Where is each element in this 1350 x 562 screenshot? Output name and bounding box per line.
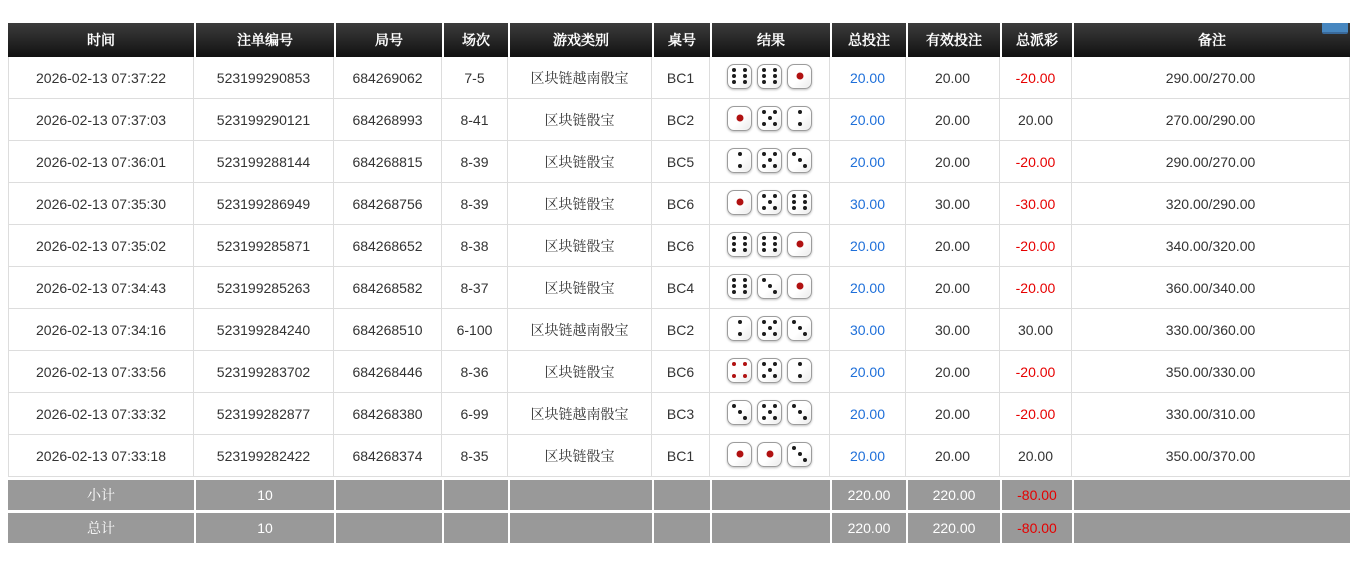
- cell-bet-id: 523199288144: [194, 141, 334, 183]
- cell-session: 8-37: [442, 267, 508, 309]
- die-face-3: [787, 400, 812, 425]
- cell-session: 8-39: [442, 141, 508, 183]
- cell-valid-bet: 20.00: [906, 435, 1000, 477]
- dice-result: [727, 106, 812, 131]
- summary-label: 小计: [8, 477, 194, 510]
- cell-game: 区块链骰宝: [508, 435, 652, 477]
- cell-valid-bet: 20.00: [906, 225, 1000, 267]
- summary-empty: [334, 510, 442, 543]
- column-header: 有效投注: [906, 23, 1000, 57]
- die-face-1: [787, 64, 812, 89]
- cell-time: 2026-02-13 07:33:32: [8, 393, 194, 435]
- table-header: [8, 23, 1350, 57]
- cell-round: 684268815: [334, 141, 442, 183]
- cell-game: 区块链骰宝: [508, 183, 652, 225]
- cell-payout: -20.00: [1000, 225, 1072, 267]
- cell-remark: 340.00/320.00: [1072, 225, 1350, 267]
- summary-empty: [334, 477, 442, 510]
- cell-round: 684268446: [334, 351, 442, 393]
- table-row: [8, 183, 1350, 225]
- cell-table-no: BC6: [652, 351, 710, 393]
- cell-time: 2026-02-13 07:33:18: [8, 435, 194, 477]
- table-row: [8, 393, 1350, 435]
- summary-payout: -80.00: [1000, 510, 1072, 543]
- cell-round: 684268380: [334, 393, 442, 435]
- bet-records-table: [8, 23, 1350, 543]
- cell-remark: 320.00/290.00: [1072, 183, 1350, 225]
- cell-remark: 290.00/270.00: [1072, 141, 1350, 183]
- die-face-3: [787, 442, 812, 467]
- die-face-5: [757, 358, 782, 383]
- table-row: [8, 57, 1350, 99]
- die-face-4: [727, 358, 752, 383]
- cell-time: 2026-02-13 07:34:43: [8, 267, 194, 309]
- cell-table-no: BC2: [652, 99, 710, 141]
- cell-round: 684268756: [334, 183, 442, 225]
- summary-label: 总计: [8, 510, 194, 543]
- cell-dice-result: [710, 267, 830, 309]
- cell-bet-id: 523199282877: [194, 393, 334, 435]
- cell-round: 684269062: [334, 57, 442, 99]
- cell-round: 684268510: [334, 309, 442, 351]
- summary-empty: [710, 510, 830, 543]
- die-face-5: [757, 106, 782, 131]
- die-face-1: [727, 106, 752, 131]
- die-face-6: [787, 190, 812, 215]
- cell-game: 区块链越南骰宝: [508, 57, 652, 99]
- cell-dice-result: [710, 351, 830, 393]
- cell-table-no: BC4: [652, 267, 710, 309]
- table-row: [8, 435, 1350, 477]
- cell-payout: -20.00: [1000, 393, 1072, 435]
- cell-bet-id: 523199290121: [194, 99, 334, 141]
- cell-remark: 350.00/370.00: [1072, 435, 1350, 477]
- cell-remark: 330.00/310.00: [1072, 393, 1350, 435]
- dice-result: [727, 316, 812, 341]
- die-face-2: [727, 316, 752, 341]
- cell-bet-id: 523199285871: [194, 225, 334, 267]
- table-summary: [8, 477, 1350, 543]
- header-row: [8, 23, 1350, 57]
- die-face-6: [727, 232, 752, 257]
- cell-valid-bet: 20.00: [906, 141, 1000, 183]
- summary-empty: [442, 510, 508, 543]
- cell-valid-bet: 20.00: [906, 99, 1000, 141]
- table-row: [8, 267, 1350, 309]
- cell-table-no: BC3: [652, 393, 710, 435]
- die-face-3: [727, 400, 752, 425]
- cell-game: 区块链越南骰宝: [508, 393, 652, 435]
- cell-table-no: BC1: [652, 57, 710, 99]
- dice-result: [727, 190, 812, 215]
- cell-time: 2026-02-13 07:35:30: [8, 183, 194, 225]
- cell-remark: 270.00/290.00: [1072, 99, 1350, 141]
- cell-dice-result: [710, 225, 830, 267]
- column-header: 总投注: [830, 23, 906, 57]
- table-row: [8, 99, 1350, 141]
- cell-game: 区块链骰宝: [508, 267, 652, 309]
- cell-time: 2026-02-13 07:36:01: [8, 141, 194, 183]
- table-row: [8, 309, 1350, 351]
- table-row: [8, 351, 1350, 393]
- cell-session: 8-36: [442, 351, 508, 393]
- cell-payout: 30.00: [1000, 309, 1072, 351]
- summary-payout: -80.00: [1000, 477, 1072, 510]
- cell-dice-result: [710, 99, 830, 141]
- table-row: [8, 141, 1350, 183]
- summary-empty: [508, 477, 652, 510]
- cell-game: 区块链骰宝: [508, 225, 652, 267]
- cell-bet-id: 523199282422: [194, 435, 334, 477]
- cell-dice-result: [710, 309, 830, 351]
- cell-total-bet[interactable]: 30.00: [830, 309, 906, 351]
- cell-dice-result: [710, 435, 830, 477]
- summary-empty: [1072, 510, 1350, 543]
- die-face-2: [727, 148, 752, 173]
- cell-table-no: BC1: [652, 435, 710, 477]
- dice-result: [727, 442, 812, 467]
- total-row: [8, 510, 1350, 543]
- column-header: 注单编号: [194, 23, 334, 57]
- cell-bet-id: 523199286949: [194, 183, 334, 225]
- column-header: 桌号: [652, 23, 710, 57]
- cell-session: 6-99: [442, 393, 508, 435]
- cell-total-bet[interactable]: 20.00: [830, 267, 906, 309]
- partial-blue-button[interactable]: [1322, 23, 1348, 34]
- cell-time: 2026-02-13 07:33:56: [8, 351, 194, 393]
- column-header: 局号: [334, 23, 442, 57]
- cell-round: 684268582: [334, 267, 442, 309]
- cell-payout: 20.00: [1000, 99, 1072, 141]
- cell-total-bet[interactable]: 20.00: [830, 141, 906, 183]
- cell-payout: -30.00: [1000, 183, 1072, 225]
- cell-round: 684268993: [334, 99, 442, 141]
- summary-empty: [652, 477, 710, 510]
- cell-session: 8-39: [442, 183, 508, 225]
- cell-session: 7-5: [442, 57, 508, 99]
- cell-remark: 290.00/270.00: [1072, 57, 1350, 99]
- subtotal-row: [8, 477, 1350, 510]
- cell-session: 8-35: [442, 435, 508, 477]
- cell-time: 2026-02-13 07:37:03: [8, 99, 194, 141]
- die-face-3: [787, 316, 812, 341]
- cell-table-no: BC2: [652, 309, 710, 351]
- cell-round: 684268652: [334, 225, 442, 267]
- cell-total-bet[interactable]: 20.00: [830, 225, 906, 267]
- cell-table-no: BC6: [652, 225, 710, 267]
- column-header: 结果: [710, 23, 830, 57]
- dice-result: [727, 64, 812, 89]
- summary-total-bet: 220.00: [830, 477, 906, 510]
- table-row: [8, 225, 1350, 267]
- cell-dice-result: [710, 393, 830, 435]
- cell-total-bet[interactable]: 20.00: [830, 351, 906, 393]
- cell-bet-id: 523199285263: [194, 267, 334, 309]
- column-header: 备注: [1072, 23, 1350, 57]
- cell-remark: 350.00/330.00: [1072, 351, 1350, 393]
- dice-result: [727, 232, 812, 257]
- cell-valid-bet: 30.00: [906, 309, 1000, 351]
- summary-count: 10: [194, 477, 334, 510]
- die-face-5: [757, 148, 782, 173]
- die-face-3: [787, 148, 812, 173]
- cell-total-bet[interactable]: 20.00: [830, 99, 906, 141]
- die-face-1: [787, 274, 812, 299]
- summary-valid-bet: 220.00: [906, 477, 1000, 510]
- cell-time: 2026-02-13 07:37:22: [8, 57, 194, 99]
- cell-time: 2026-02-13 07:35:02: [8, 225, 194, 267]
- die-face-1: [727, 190, 752, 215]
- cell-game: 区块链骰宝: [508, 351, 652, 393]
- column-header: 时间: [8, 23, 194, 57]
- cell-session: 8-41: [442, 99, 508, 141]
- cell-remark: 330.00/360.00: [1072, 309, 1350, 351]
- die-face-5: [757, 400, 782, 425]
- die-face-6: [757, 64, 782, 89]
- die-face-1: [727, 442, 752, 467]
- cell-payout: -20.00: [1000, 57, 1072, 99]
- cell-total-bet[interactable]: 30.00: [830, 183, 906, 225]
- column-header: 总派彩: [1000, 23, 1072, 57]
- summary-valid-bet: 220.00: [906, 510, 1000, 543]
- dice-result: [727, 358, 812, 383]
- cell-payout: 20.00: [1000, 435, 1072, 477]
- summary-empty: [710, 477, 830, 510]
- cell-bet-id: 523199283702: [194, 351, 334, 393]
- cell-game: 区块链骰宝: [508, 99, 652, 141]
- cell-remark: 360.00/340.00: [1072, 267, 1350, 309]
- cell-time: 2026-02-13 07:34:16: [8, 309, 194, 351]
- die-face-6: [757, 232, 782, 257]
- column-header: 游戏类别: [508, 23, 652, 57]
- cell-bet-id: 523199290853: [194, 57, 334, 99]
- cell-valid-bet: 30.00: [906, 183, 1000, 225]
- summary-empty: [442, 477, 508, 510]
- summary-empty: [1072, 477, 1350, 510]
- die-face-1: [757, 442, 782, 467]
- die-face-2: [787, 106, 812, 131]
- cell-table-no: BC6: [652, 183, 710, 225]
- cell-valid-bet: 20.00: [906, 57, 1000, 99]
- cell-round: 684268374: [334, 435, 442, 477]
- cell-valid-bet: 20.00: [906, 267, 1000, 309]
- cell-session: 8-38: [442, 225, 508, 267]
- dice-result: [727, 148, 812, 173]
- die-face-6: [727, 274, 752, 299]
- summary-empty: [508, 510, 652, 543]
- cell-game: 区块链骰宝: [508, 141, 652, 183]
- cell-total-bet[interactable]: 20.00: [830, 393, 906, 435]
- die-face-5: [757, 316, 782, 341]
- cell-game: 区块链越南骰宝: [508, 309, 652, 351]
- cell-payout: -20.00: [1000, 351, 1072, 393]
- cell-table-no: BC5: [652, 141, 710, 183]
- die-face-3: [757, 274, 782, 299]
- cell-valid-bet: 20.00: [906, 351, 1000, 393]
- cell-total-bet[interactable]: 20.00: [830, 57, 906, 99]
- summary-empty: [652, 510, 710, 543]
- cell-dice-result: [710, 183, 830, 225]
- die-face-5: [757, 190, 782, 215]
- cell-valid-bet: 20.00: [906, 393, 1000, 435]
- cell-dice-result: [710, 57, 830, 99]
- cell-session: 6-100: [442, 309, 508, 351]
- summary-count: 10: [194, 510, 334, 543]
- table-body: [8, 57, 1350, 477]
- die-face-6: [727, 64, 752, 89]
- cell-bet-id: 523199284240: [194, 309, 334, 351]
- column-header: 场次: [442, 23, 508, 57]
- cell-total-bet[interactable]: 20.00: [830, 435, 906, 477]
- summary-total-bet: 220.00: [830, 510, 906, 543]
- cell-dice-result: [710, 141, 830, 183]
- die-face-1: [787, 232, 812, 257]
- cell-payout: -20.00: [1000, 267, 1072, 309]
- cell-payout: -20.00: [1000, 141, 1072, 183]
- die-face-2: [787, 358, 812, 383]
- dice-result: [727, 400, 812, 425]
- dice-result: [727, 274, 812, 299]
